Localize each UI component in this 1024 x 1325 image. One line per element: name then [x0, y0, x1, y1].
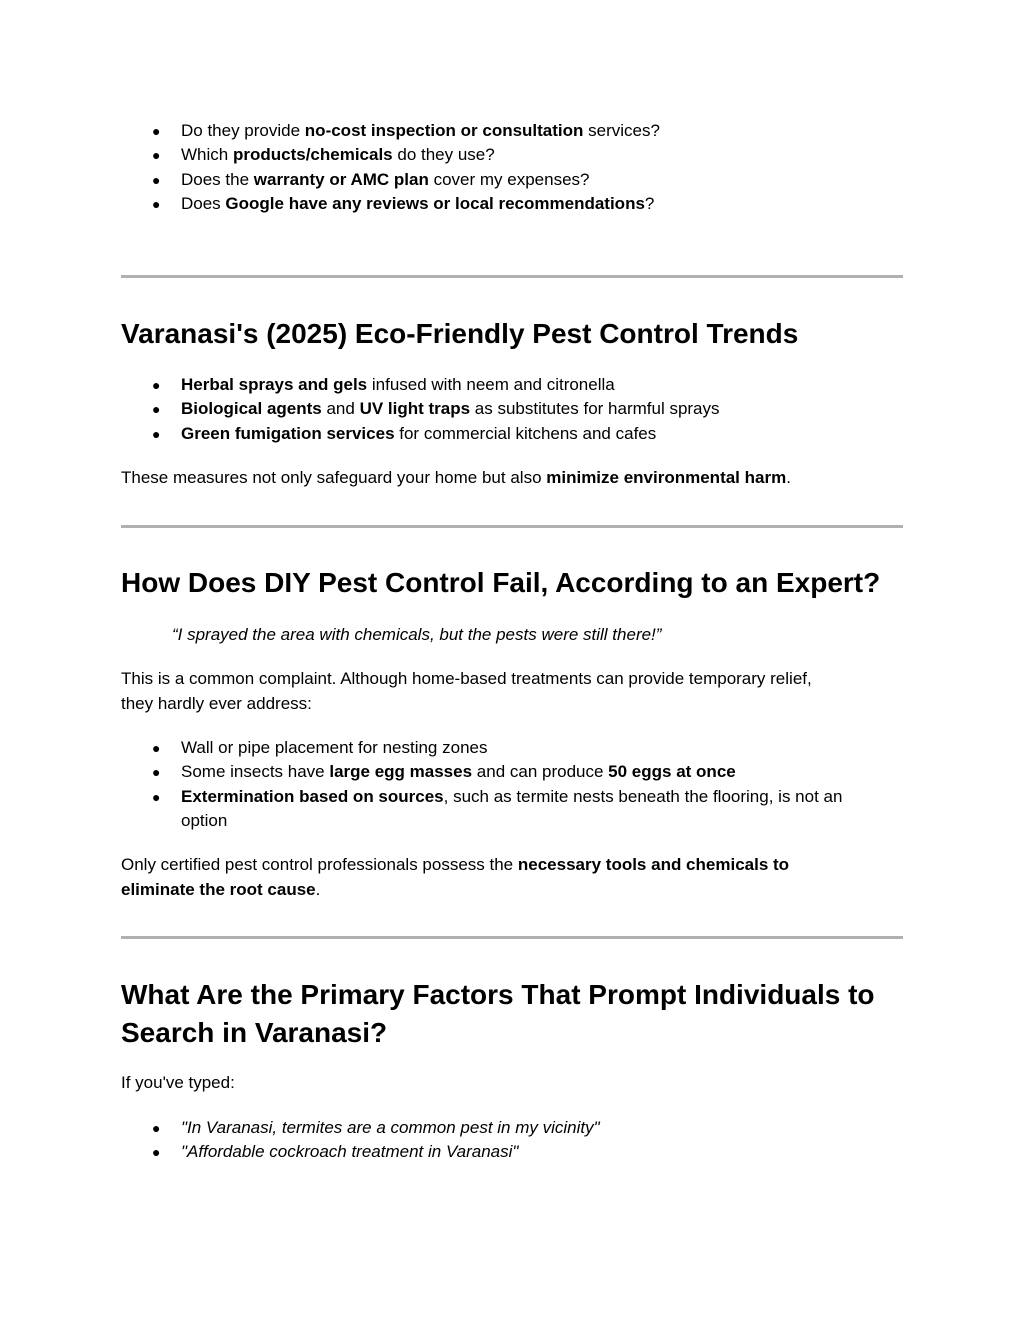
section-heading-diy: How Does DIY Pest Control Fail, According to an Expert?	[121, 567, 881, 598]
diy-failures-list	[0, 736, 1024, 834]
list-item: ● "In Varanasi, termites are a common pest in my vicinity"	[0, 1116, 903, 1140]
section-heading-factors: What Are the Primary Factors That Prompt Individuals to Search in Varanasi?	[121, 979, 875, 1048]
list-item: ● "Affordable cockroach treatment in Varanasi"	[0, 1140, 903, 1164]
list-item: ● Extermination based on sources, such as termite nests beneath the flooring, is not an option	[152, 786, 843, 831]
list-item: ● Which products/chemicals do they use?	[0, 143, 903, 167]
factors-intro: If you've typed:	[121, 1073, 235, 1092]
list-item: ● Wall or pipe placement for nesting zones	[0, 736, 903, 760]
bullet-icon: ●	[152, 147, 161, 164]
bullet-icon: ●	[152, 788, 161, 805]
bullet-icon: ●	[152, 196, 161, 213]
bullet-icon: ●	[152, 1120, 161, 1136]
eco-trends-list	[0, 373, 1024, 446]
horizontal-divider	[121, 275, 903, 278]
eco-closing-paragraph: These measures not only safeguard your home but also minimize environmental harm.	[121, 468, 791, 487]
list-item: ● Some insects have large egg masses and can produce 50 eggs at once	[0, 760, 903, 784]
list-item: ● Green fumigation services for commercial kitchens and cafes	[0, 422, 903, 446]
bullet-icon: ●	[152, 377, 161, 393]
diy-intro-paragraph: This is a common complaint. Although home-based treatments can provide temporary relief, they hardly ever address:	[121, 669, 812, 713]
horizontal-divider	[121, 936, 903, 939]
bullet-icon: ●	[152, 1144, 161, 1161]
diy-closing-paragraph: Only certified pest control professionals possess the necessary tools and chemicals to eliminate the root cause.	[121, 855, 790, 899]
list-item: ● Does Google have any reviews or local recommendations?	[0, 192, 903, 216]
questions-list	[0, 119, 1024, 217]
horizontal-divider	[121, 525, 903, 528]
bullet-icon: ●	[152, 740, 161, 756]
list-item: ● Herbal sprays and gels infused with neem and citronella	[0, 373, 903, 397]
list-item: ● Do they provide no-cost inspection or consultation services?	[0, 119, 903, 143]
bullet-icon: ●	[152, 401, 161, 418]
list-item: ● Does the warranty or AMC plan cover my expenses?	[0, 168, 903, 192]
search-queries-list	[0, 1116, 1024, 1165]
section-heading-eco: Varanasi's (2025) Eco-Friendly Pest Control Trends	[121, 318, 799, 349]
expert-quote: “I sprayed the area with chemicals, but the pests were still there!”	[172, 625, 662, 644]
bullet-icon: ●	[152, 123, 161, 139]
list-item: ● Biological agents and UV light traps as substitutes for harmful sprays	[0, 397, 903, 421]
bullet-icon: ●	[152, 764, 161, 781]
bullet-icon: ●	[152, 171, 161, 188]
bullet-icon: ●	[152, 425, 161, 442]
